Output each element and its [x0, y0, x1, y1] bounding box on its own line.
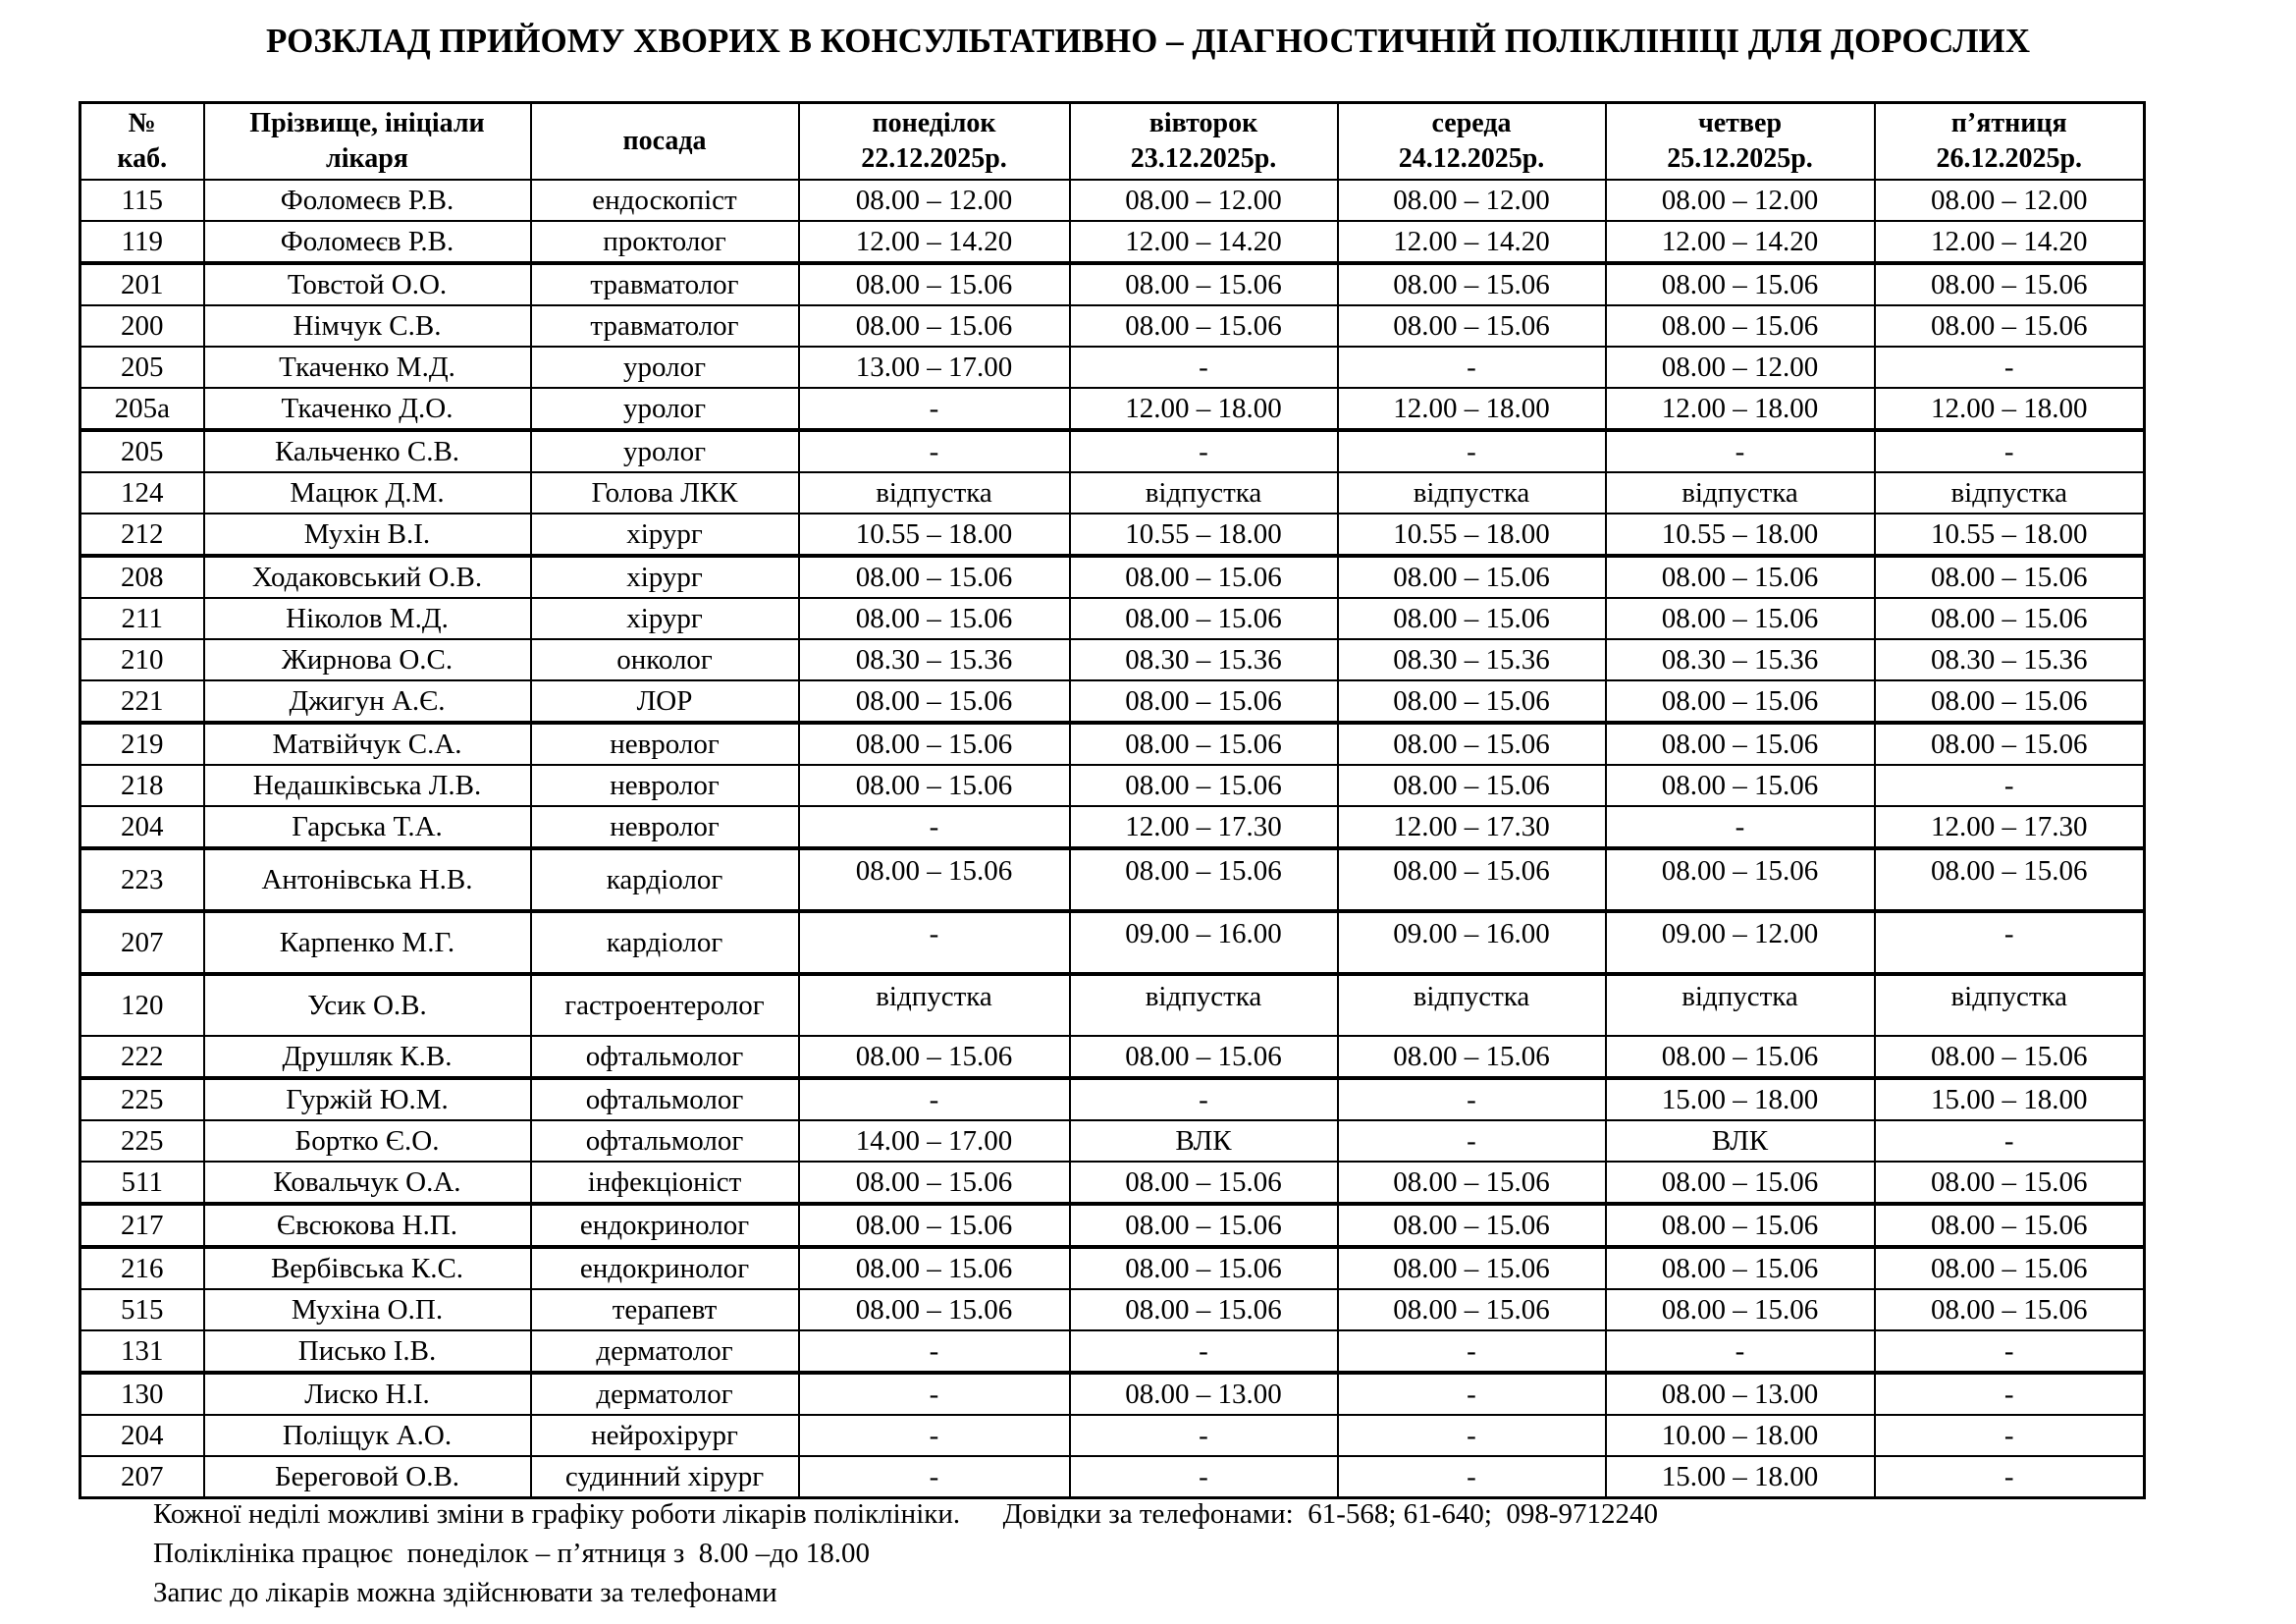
room-number: 219	[80, 723, 204, 765]
table-row	[80, 1162, 2145, 1204]
table-row	[80, 1456, 2145, 1498]
hours-cell: відпустка	[1338, 472, 1606, 514]
hours-cell: 12.00 – 14.20	[1070, 221, 1338, 263]
hours-cell: -	[1606, 430, 1875, 472]
hours-cell: 08.00 – 15.06	[1875, 305, 2145, 347]
room-number: 119	[80, 221, 204, 263]
table-row	[80, 388, 2145, 430]
hours-cell: 08.00 – 15.06	[799, 1289, 1070, 1330]
doctor-name: Ходаковський О.В.	[204, 556, 531, 598]
hours-cell: 08.00 – 15.06	[1875, 1162, 2145, 1204]
room-number: 130	[80, 1373, 204, 1415]
doctor-position: хірург	[531, 598, 799, 639]
doctor-position: хірург	[531, 514, 799, 556]
doctor-name: Ткаченко М.Д.	[204, 347, 531, 388]
doctor-position: терапевт	[531, 1289, 799, 1330]
room-number: 211	[80, 598, 204, 639]
table-row	[80, 1289, 2145, 1330]
room-number: 221	[80, 680, 204, 723]
table-row	[80, 723, 2145, 765]
hours-cell: 08.00 – 15.06	[1606, 765, 1875, 806]
header-day: четвер 25.12.2025р.	[1606, 103, 1875, 181]
hours-cell: 08.00 – 15.06	[1875, 680, 2145, 723]
doctor-name: Береговой О.В.	[204, 1456, 531, 1498]
table-row	[80, 263, 2145, 305]
hours-cell: 15.00 – 18.00	[1875, 1078, 2145, 1120]
hours-cell: -	[1875, 911, 2145, 974]
hours-cell: 08.00 – 15.06	[1338, 1289, 1606, 1330]
table-row	[80, 974, 2145, 1036]
hours-cell: 08.00 – 15.06	[1338, 305, 1606, 347]
doctor-position: уролог	[531, 388, 799, 430]
doctor-position: травматолог	[531, 305, 799, 347]
doctor-name: Карпенко М.Г.	[204, 911, 531, 974]
room-number: 225	[80, 1120, 204, 1162]
doctor-position: ендокринолог	[531, 1204, 799, 1247]
hours-cell: 08.00 – 15.06	[1070, 1247, 1338, 1289]
hours-cell: 08.00 – 15.06	[1875, 1247, 2145, 1289]
page-title: РОЗКЛАД ПРИЙОМУ ХВОРИХ В КОНСУЛЬТАТИВНО – ДІАГНОСТИЧНІЙ ПОЛІКЛІНІЦІ ДЛЯ ДОРОСЛИХ	[265, 22, 2031, 60]
hours-cell: 08.00 – 15.06	[1875, 848, 2145, 911]
hours-cell: 08.00 – 15.06	[1338, 598, 1606, 639]
hours-cell: 08.00 – 15.06	[1070, 1162, 1338, 1204]
hours-cell: 10.55 – 18.00	[1875, 514, 2145, 556]
hours-cell: 08.00 – 15.06	[1606, 556, 1875, 598]
hours-cell: -	[1875, 765, 2145, 806]
doctor-position: кардіолог	[531, 848, 799, 911]
doctor-position: дерматолог	[531, 1330, 799, 1373]
hours-cell: 08.00 – 15.06	[1338, 680, 1606, 723]
hours-cell: 08.00 – 15.06	[799, 1036, 1070, 1078]
room-number: 120	[80, 974, 204, 1036]
footer-line-2: Поліклініка працює понеділок – п’ятниця з 8.00 –до 18.00	[153, 1538, 871, 1569]
hours-cell: 08.00 – 12.00	[1606, 180, 1875, 221]
hours-cell: -	[1875, 430, 2145, 472]
hours-cell: 08.00 – 15.06	[1875, 1289, 2145, 1330]
doctor-name: Матвійчук С.А.	[204, 723, 531, 765]
hours-cell: 08.00 – 15.06	[1070, 765, 1338, 806]
footer-line-3: Запис до лікарів можна здійснювати за телефонами	[153, 1577, 777, 1608]
table-row	[80, 1330, 2145, 1373]
hours-cell: -	[1070, 1330, 1338, 1373]
hours-cell: 08.00 – 15.06	[1338, 848, 1606, 911]
room-number: 205а	[80, 388, 204, 430]
table-row	[80, 556, 2145, 598]
hours-cell: -	[799, 1373, 1070, 1415]
hours-cell: -	[1070, 430, 1338, 472]
hours-cell: 08.00 – 15.06	[1338, 556, 1606, 598]
table-row	[80, 806, 2145, 848]
header-row	[80, 103, 2145, 181]
doctor-position: невролог	[531, 806, 799, 848]
doctor-name: Гарська Т.А.	[204, 806, 531, 848]
hours-cell: 08.00 – 15.06	[1338, 1247, 1606, 1289]
doctor-name: Бортко Є.О.	[204, 1120, 531, 1162]
hours-cell: 08.00 – 15.06	[1070, 848, 1338, 911]
hours-cell: 09.00 – 16.00	[1338, 911, 1606, 974]
hours-cell: 08.00 – 15.06	[1875, 263, 2145, 305]
hours-cell: 08.00 – 15.06	[1875, 723, 2145, 765]
table-row	[80, 639, 2145, 680]
hours-cell: відпустка	[1338, 974, 1606, 1036]
hours-cell: 08.00 – 15.06	[1606, 1204, 1875, 1247]
hours-cell: 15.00 – 18.00	[1606, 1456, 1875, 1498]
schedule-table	[79, 101, 2146, 1499]
doctor-position: офтальмолог	[531, 1120, 799, 1162]
hours-cell: -	[1606, 806, 1875, 848]
hours-cell: -	[1338, 1373, 1606, 1415]
table-row	[80, 180, 2145, 221]
hours-cell: 10.55 – 18.00	[1606, 514, 1875, 556]
hours-cell: 12.00 – 18.00	[1338, 388, 1606, 430]
room-number: 511	[80, 1162, 204, 1204]
hours-cell: -	[799, 806, 1070, 848]
doctor-position: кардіолог	[531, 911, 799, 974]
table-row	[80, 680, 2145, 723]
doctor-position: онколог	[531, 639, 799, 680]
hours-cell: 10.55 – 18.00	[1338, 514, 1606, 556]
hours-cell: 08.00 – 15.06	[799, 723, 1070, 765]
table-row	[80, 765, 2145, 806]
header-day: середа 24.12.2025р.	[1338, 103, 1606, 181]
header-position: посада	[531, 103, 799, 181]
room-number: 207	[80, 911, 204, 974]
doctor-position: дерматолог	[531, 1373, 799, 1415]
hours-cell: 08.00 – 15.06	[1606, 1247, 1875, 1289]
doctor-name: Ніколов М.Д.	[204, 598, 531, 639]
hours-cell: -	[1338, 430, 1606, 472]
hours-cell: 08.00 – 13.00	[1070, 1373, 1338, 1415]
doctor-name: Мухіна О.П.	[204, 1289, 531, 1330]
room-number: 124	[80, 472, 204, 514]
hours-cell: 08.30 – 15.36	[1606, 639, 1875, 680]
doctor-position: ендоскопіст	[531, 180, 799, 221]
hours-cell: -	[1070, 1078, 1338, 1120]
hours-cell: 08.00 – 15.06	[1875, 556, 2145, 598]
hours-cell: 08.00 – 15.06	[1606, 680, 1875, 723]
hours-cell: 12.00 – 14.20	[799, 221, 1070, 263]
room-number: 205	[80, 347, 204, 388]
room-number: 201	[80, 263, 204, 305]
hours-cell: 12.00 – 17.30	[1070, 806, 1338, 848]
table-row	[80, 1373, 2145, 1415]
hours-cell: 08.00 – 15.06	[799, 263, 1070, 305]
doctor-position: невролог	[531, 765, 799, 806]
hours-cell: 08.00 – 15.06	[1875, 598, 2145, 639]
hours-cell: -	[1070, 1456, 1338, 1498]
doctor-position: гастроентеролог	[531, 974, 799, 1036]
room-number: 218	[80, 765, 204, 806]
hours-cell: 12.00 – 14.20	[1606, 221, 1875, 263]
doctor-position: хірург	[531, 556, 799, 598]
hours-cell: 08.00 – 15.06	[799, 598, 1070, 639]
doctor-name: Антонівська Н.В.	[204, 848, 531, 911]
doctor-name: Поліщук А.О.	[204, 1415, 531, 1456]
room-number: 210	[80, 639, 204, 680]
doctor-position: інфекціоніст	[531, 1162, 799, 1204]
hours-cell: 08.00 – 15.06	[1606, 263, 1875, 305]
phone-numbers: 61-568; 61-640; 098-9712240	[1308, 1498, 1659, 1530]
hours-cell: 12.00 – 18.00	[1070, 388, 1338, 430]
hours-cell: -	[1606, 1330, 1875, 1373]
doctor-name: Євсюкова Н.П.	[204, 1204, 531, 1247]
hours-cell: 08.00 – 15.06	[1338, 765, 1606, 806]
table-row	[80, 1036, 2145, 1078]
table-row	[80, 911, 2145, 974]
hours-cell: 08.00 – 15.06	[1070, 723, 1338, 765]
table-row	[80, 1415, 2145, 1456]
hours-cell: 08.00 – 15.06	[799, 1247, 1070, 1289]
hours-cell: 12.00 – 14.20	[1875, 221, 2145, 263]
hours-cell: -	[1875, 1456, 2145, 1498]
hours-cell: 08.00 – 15.06	[799, 556, 1070, 598]
hours-cell: 08.00 – 12.00	[1070, 180, 1338, 221]
hours-cell: відпустка	[1875, 974, 2145, 1036]
hours-cell: 08.00 – 15.06	[1070, 305, 1338, 347]
doctor-name: Фоломеєв Р.В.	[204, 180, 531, 221]
room-number: 216	[80, 1247, 204, 1289]
room-number: 131	[80, 1330, 204, 1373]
doctor-name: Писько І.В.	[204, 1330, 531, 1373]
hours-cell: 08.00 – 15.06	[1070, 1036, 1338, 1078]
hours-cell: 12.00 – 18.00	[1606, 388, 1875, 430]
hours-cell: 12.00 – 17.30	[1338, 806, 1606, 848]
hours-cell: 08.00 – 15.06	[1070, 598, 1338, 639]
room-number: 204	[80, 1415, 204, 1456]
doctor-position: травматолог	[531, 263, 799, 305]
hours-cell: 08.00 – 15.06	[1606, 598, 1875, 639]
room-number: 515	[80, 1289, 204, 1330]
hours-cell: 08.00 – 15.06	[799, 1162, 1070, 1204]
doctor-position: ендокринолог	[531, 1247, 799, 1289]
hours-cell: -	[1338, 1330, 1606, 1373]
hours-cell: 08.00 – 15.06	[1070, 556, 1338, 598]
doctor-name: Жирнова О.С.	[204, 639, 531, 680]
hours-cell: 08.00 – 15.06	[1875, 1204, 2145, 1247]
hours-cell: 08.00 – 13.00	[1606, 1373, 1875, 1415]
hours-cell: -	[799, 1456, 1070, 1498]
room-number: 204	[80, 806, 204, 848]
hours-cell: ВЛК	[1606, 1120, 1875, 1162]
doctor-name: Гуржій Ю.М.	[204, 1078, 531, 1120]
hours-cell: відпустка	[799, 472, 1070, 514]
hours-cell: відпустка	[799, 974, 1070, 1036]
hours-cell: 08.00 – 12.00	[799, 180, 1070, 221]
hours-cell: 08.00 – 15.06	[1606, 1036, 1875, 1078]
hours-cell: 09.00 – 16.00	[1070, 911, 1338, 974]
room-number: 225	[80, 1078, 204, 1120]
table-row	[80, 1120, 2145, 1162]
hours-cell: 12.00 – 14.20	[1338, 221, 1606, 263]
hours-cell: 15.00 – 18.00	[1606, 1078, 1875, 1120]
hours-cell: 14.00 – 17.00	[799, 1120, 1070, 1162]
hours-cell: 08.00 – 15.06	[1606, 305, 1875, 347]
hours-cell: -	[1875, 1373, 2145, 1415]
hours-cell: 08.00 – 15.06	[1070, 263, 1338, 305]
hours-cell: 08.00 – 15.06	[1338, 263, 1606, 305]
hours-cell: -	[1338, 1120, 1606, 1162]
hours-cell: -	[1070, 1415, 1338, 1456]
doctor-position: ЛОР	[531, 680, 799, 723]
hours-cell: відпустка	[1606, 974, 1875, 1036]
doctor-name: Джигун А.Є.	[204, 680, 531, 723]
table-row	[80, 1247, 2145, 1289]
hours-cell: відпустка	[1606, 472, 1875, 514]
hours-cell: -	[799, 911, 1070, 974]
doctor-position: офтальмолог	[531, 1036, 799, 1078]
hours-cell: -	[1875, 1330, 2145, 1373]
table-row	[80, 305, 2145, 347]
header-day: вівторок 23.12.2025р.	[1070, 103, 1338, 181]
hours-cell: 08.00 – 15.06	[799, 848, 1070, 911]
room-number: 222	[80, 1036, 204, 1078]
room-number: 212	[80, 514, 204, 556]
header-doctor: Прізвище, ініціали лікаря	[204, 103, 531, 181]
doctor-name: Німчук С.В.	[204, 305, 531, 347]
room-number: 115	[80, 180, 204, 221]
hours-cell: -	[1070, 347, 1338, 388]
hours-cell: відпустка	[1070, 472, 1338, 514]
hours-cell: -	[1338, 1415, 1606, 1456]
doctor-position: судинний хірург	[531, 1456, 799, 1498]
doctor-name: Лиско Н.І.	[204, 1373, 531, 1415]
doctor-position: нейрохірург	[531, 1415, 799, 1456]
room-number: 208	[80, 556, 204, 598]
hours-cell: 08.30 – 15.36	[1875, 639, 2145, 680]
hours-cell: відпустка	[1070, 974, 1338, 1036]
table-row	[80, 598, 2145, 639]
doctor-name: Товстой О.О.	[204, 263, 531, 305]
room-number: 205	[80, 430, 204, 472]
hours-cell: -	[799, 1415, 1070, 1456]
hours-cell: 08.00 – 15.06	[1338, 1036, 1606, 1078]
table-row	[80, 472, 2145, 514]
hours-cell: 08.00 – 12.00	[1338, 180, 1606, 221]
hours-cell: 08.00 – 15.06	[799, 1204, 1070, 1247]
hours-cell: 08.00 – 12.00	[1875, 180, 2145, 221]
hours-cell: 08.30 – 15.36	[799, 639, 1070, 680]
hours-cell: 08.00 – 15.06	[799, 765, 1070, 806]
hours-cell: 08.00 – 15.06	[799, 680, 1070, 723]
doctor-name: Недашківська Л.В.	[204, 765, 531, 806]
doctor-position: проктолог	[531, 221, 799, 263]
hours-cell: -	[799, 1330, 1070, 1373]
footer-line-1: Кожної неділі можливі зміни в графіку роботи лікарів поліклініки. Довідки за телефонами: 61-568; 61-640; 098-9712240	[153, 1498, 1659, 1530]
table-row	[80, 848, 2145, 911]
hours-cell: 08.00 – 15.06	[1070, 680, 1338, 723]
room-number: 200	[80, 305, 204, 347]
hours-cell: 13.00 – 17.00	[799, 347, 1070, 388]
hours-cell: -	[1338, 1456, 1606, 1498]
doctor-position: невролог	[531, 723, 799, 765]
doctor-name: Усик О.В.	[204, 974, 531, 1036]
hours-cell: 09.00 – 12.00	[1606, 911, 1875, 974]
hours-cell: 08.00 – 15.06	[1070, 1289, 1338, 1330]
table-row	[80, 1078, 2145, 1120]
hours-cell: -	[1338, 1078, 1606, 1120]
hours-cell: 08.00 – 15.06	[1606, 723, 1875, 765]
hours-cell: 08.00 – 15.06	[1338, 723, 1606, 765]
doctor-name: Кальченко С.В.	[204, 430, 531, 472]
hours-cell: 08.30 – 15.36	[1338, 639, 1606, 680]
hours-cell: -	[1875, 347, 2145, 388]
doctor-name: Мацюк Д.М.	[204, 472, 531, 514]
table-row	[80, 430, 2145, 472]
doctor-name: Мухін В.І.	[204, 514, 531, 556]
doctor-name: Вербівська К.С.	[204, 1247, 531, 1289]
hours-cell: 12.00 – 18.00	[1875, 388, 2145, 430]
room-number: 207	[80, 1456, 204, 1498]
hours-cell: 08.00 – 15.06	[1070, 1204, 1338, 1247]
doctor-position: Голова ЛКК	[531, 472, 799, 514]
hours-cell: 10.55 – 18.00	[1070, 514, 1338, 556]
hours-cell: -	[799, 1078, 1070, 1120]
doctor-name: Фоломеєв Р.В.	[204, 221, 531, 263]
doctor-name: Друшляк К.В.	[204, 1036, 531, 1078]
hours-cell: 08.00 – 15.06	[1606, 848, 1875, 911]
doctor-name: Ковальчук О.А.	[204, 1162, 531, 1204]
hours-cell: 10.55 – 18.00	[799, 514, 1070, 556]
room-number: 217	[80, 1204, 204, 1247]
table-row	[80, 221, 2145, 263]
hours-cell: відпустка	[1875, 472, 2145, 514]
hours-cell: 08.00 – 15.06	[1338, 1204, 1606, 1247]
hours-cell: -	[799, 430, 1070, 472]
hours-cell: -	[1875, 1415, 2145, 1456]
header-day: п’ятниця 26.12.2025р.	[1875, 103, 2145, 181]
doctor-position: уролог	[531, 347, 799, 388]
hours-cell: 08.00 – 15.06	[1606, 1162, 1875, 1204]
hours-cell: ВЛК	[1070, 1120, 1338, 1162]
hours-cell: 08.00 – 15.06	[1606, 1289, 1875, 1330]
hours-cell: 08.30 – 15.36	[1070, 639, 1338, 680]
hours-cell: 08.00 – 15.06	[1875, 1036, 2145, 1078]
header-room: № каб.	[80, 103, 204, 181]
hours-cell: 10.00 – 18.00	[1606, 1415, 1875, 1456]
table-row	[80, 347, 2145, 388]
hours-cell: -	[1338, 347, 1606, 388]
hours-cell: -	[1875, 1120, 2145, 1162]
doctor-position: офтальмолог	[531, 1078, 799, 1120]
footer-notes	[153, 1494, 1658, 1612]
doctor-name: Ткаченко Д.О.	[204, 388, 531, 430]
hours-cell: 08.00 – 15.06	[799, 305, 1070, 347]
hours-cell: -	[799, 388, 1070, 430]
header-day: понеділок 22.12.2025р.	[799, 103, 1070, 181]
hours-cell: 08.00 – 12.00	[1606, 347, 1875, 388]
phones-label: Довідки за телефонами:	[1002, 1498, 1294, 1530]
room-number: 223	[80, 848, 204, 911]
doctor-position: уролог	[531, 430, 799, 472]
hours-cell: 08.00 – 15.06	[1338, 1162, 1606, 1204]
table-row	[80, 514, 2145, 556]
hours-cell: 12.00 – 17.30	[1875, 806, 2145, 848]
table-row	[80, 1204, 2145, 1247]
